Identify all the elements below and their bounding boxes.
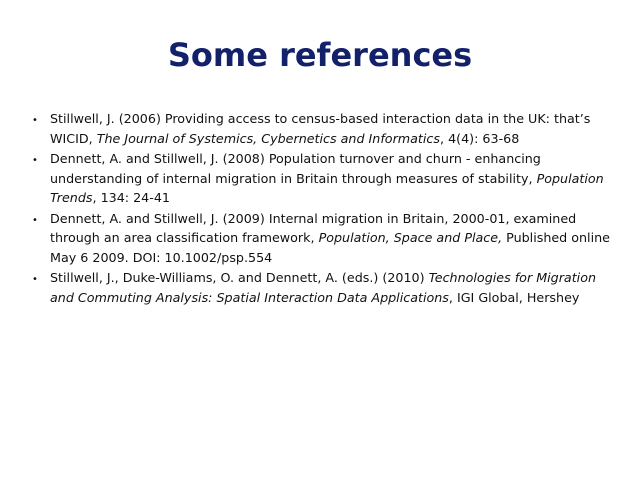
reference-text-part: Dennett, A. and Stillwell, J. (2009) Internal migration in Britain, 2000-01, examined through an area classification framework, — [50, 210, 577, 245]
reference-journal: Population, Space and Place, — [318, 230, 503, 245]
reference-text — [50, 270, 596, 305]
bullet-icon: • — [32, 214, 38, 226]
reference-item — [32, 149, 612, 208]
reference-journal: Population Trends — [50, 170, 604, 205]
reference-text — [50, 111, 590, 146]
bullet-icon: • — [32, 115, 38, 126]
slide-title: Some references — [167, 36, 473, 74]
bullet-icon: • — [32, 274, 38, 285]
reference-text-part: Dennett, A. and Stillwell, J. (2008) Population turnover and churn - enhancing understanding of internal migration in Britain through measures of stability, — [50, 151, 541, 186]
reference-item — [32, 109, 612, 148]
reference-list — [32, 109, 612, 308]
reference-journal: The Journal of Systemics, Cybernetics and Informatics — [96, 130, 441, 146]
reference-text-part: Published online May 6 2009. DOI: 10.1002/psp.554 — [50, 230, 610, 265]
reference-item — [32, 209, 612, 268]
reference-item — [32, 268, 612, 307]
reference-text — [50, 151, 604, 205]
reference-text-part: , 4(4): 63-68 — [440, 130, 520, 146]
reference-book-title: Technologies for Migration and Commuting Analysis: Spatial Interaction Data Applications — [50, 270, 597, 305]
reference-text-part: , IGI Global, Hershey — [448, 289, 580, 305]
reference-text-part: , 134: 24-41 — [92, 190, 170, 205]
reference-text-part: Stillwell, J. (2006) Providing access to census-based interaction data in the UK: that’s WICID, — [50, 111, 591, 146]
reference-text — [50, 211, 610, 265]
reference-text-part: Stillwell, J., Duke-Williams, O. and Dennett, A. (eds.) (2010) — [50, 270, 429, 285]
bullet-icon: • — [32, 155, 38, 166]
